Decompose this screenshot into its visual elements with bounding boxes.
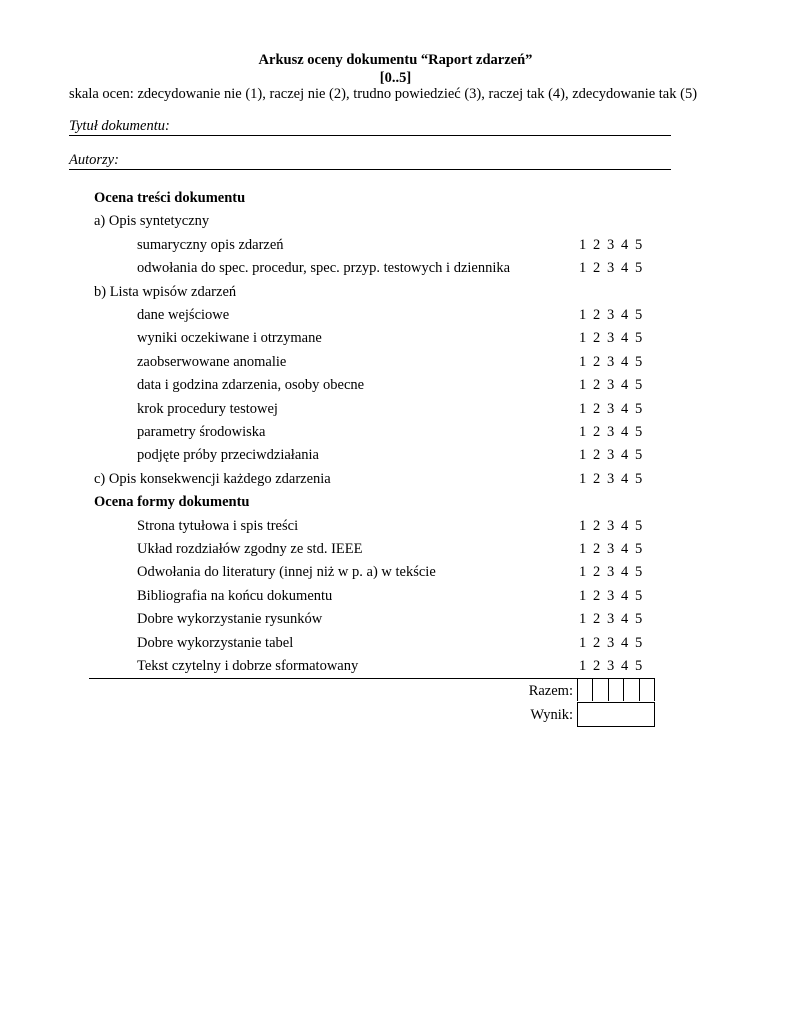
rating-option[interactable]: 4	[621, 400, 629, 417]
rating-option[interactable]: 5	[635, 564, 643, 581]
criterion-label: parametry środowiska	[137, 424, 266, 440]
criterion-label: b) Lista wpisów zdarzeń	[94, 283, 237, 300]
rating-scale	[579, 655, 649, 677]
bottom-rule	[89, 678, 654, 679]
rating-option[interactable]: 2	[593, 236, 601, 253]
criterion-label: Bibliografia na końcu dokumentu	[137, 587, 333, 604]
rating-option[interactable]: 1	[579, 658, 587, 674]
section-heading	[0, 187, 791, 209]
group-row	[0, 281, 791, 303]
rating-option[interactable]: 4	[621, 634, 629, 651]
rating-option[interactable]: 5	[635, 330, 643, 347]
criterion-label: wyniki oczekiwane i otrzymane	[137, 330, 322, 347]
rating-option[interactable]: 1	[579, 564, 587, 581]
criterion-row	[0, 234, 791, 256]
criterion-label: a) Opis syntetyczny	[94, 213, 210, 230]
rating-scale	[579, 374, 649, 396]
rating-option[interactable]: 2	[593, 470, 601, 487]
rating-option[interactable]: 3	[607, 400, 615, 417]
rating-option[interactable]: 1	[579, 470, 587, 487]
rating-option[interactable]: 1	[579, 447, 587, 464]
criterion-label: odwołania do spec. procedur, spec. przyp. testowych i dziennika	[137, 260, 511, 277]
criterion-row	[0, 561, 791, 583]
authors-label: Autorzy:	[69, 152, 119, 168]
rating-option[interactable]: 5	[635, 587, 643, 604]
rating-option[interactable]: 2	[593, 611, 601, 628]
rating-option[interactable]: 5	[635, 424, 643, 440]
total-box[interactable]	[577, 678, 655, 701]
rating-option[interactable]: 3	[607, 611, 615, 628]
rating-scale	[579, 234, 649, 256]
document-title-field[interactable]	[69, 118, 671, 136]
rating-option[interactable]: 5	[635, 400, 643, 417]
rating-scale	[579, 257, 649, 279]
total-cell[interactable]	[593, 678, 608, 701]
criterion-label: sumaryczny opis zdarzeń	[137, 236, 284, 253]
rating-scale	[579, 585, 649, 607]
rating-option[interactable]: 1	[579, 541, 587, 557]
rating-option[interactable]: 1	[579, 377, 587, 394]
rating-option[interactable]: 2	[593, 330, 601, 347]
rating-option[interactable]: 3	[607, 330, 615, 347]
rating-option[interactable]: 3	[607, 260, 615, 277]
rating-option[interactable]: 3	[607, 424, 615, 440]
authors-field[interactable]	[69, 152, 671, 170]
rating-option[interactable]: 3	[607, 470, 615, 487]
criterion-row	[0, 608, 791, 630]
criterion-label: data i godzina zdarzenia, osoby obecne	[137, 377, 365, 394]
rating-option[interactable]: 2	[593, 447, 601, 464]
rating-option[interactable]: 5	[635, 307, 643, 323]
rating-option[interactable]: 2	[593, 517, 601, 534]
criterion-label: c) Opis konsekwencji każdego zdarzenia	[94, 470, 331, 487]
rating-option[interactable]: 4	[621, 517, 629, 534]
rating-option[interactable]: 4	[621, 658, 629, 674]
rating-option[interactable]: 2	[593, 658, 601, 674]
rating-option[interactable]: 4	[621, 307, 629, 323]
rating-option[interactable]: 1	[579, 424, 587, 440]
rating-option[interactable]: 5	[635, 353, 643, 370]
rating-scale	[579, 421, 649, 443]
rating-option[interactable]: 4	[621, 564, 629, 581]
rating-option[interactable]: 2	[593, 307, 601, 323]
total-cell[interactable]	[609, 678, 624, 701]
rating-option[interactable]: 1	[579, 517, 587, 534]
group-row	[0, 468, 791, 490]
total-cell[interactable]	[640, 678, 654, 701]
document-title-label: Tytuł dokumentu:	[69, 118, 170, 134]
rating-option[interactable]: 4	[621, 447, 629, 464]
criterion-row	[0, 351, 791, 373]
rating-option[interactable]: 5	[635, 611, 643, 628]
criterion-row	[0, 444, 791, 466]
rating-option[interactable]: 4	[621, 611, 629, 628]
page-title: Arkusz oceny dokumentu “Raport zdarzeń”	[258, 52, 533, 68]
section-heading	[0, 491, 791, 513]
rating-option[interactable]: 1	[579, 611, 587, 628]
rating-option[interactable]: 3	[607, 587, 615, 604]
rating-option[interactable]: 4	[621, 424, 629, 440]
rating-option[interactable]: 1	[579, 587, 587, 604]
rating-option[interactable]: 2	[593, 260, 601, 277]
rating-option[interactable]: 4	[621, 587, 629, 604]
criterion-label: zaobserwowane anomalie	[137, 353, 287, 370]
criterion-row	[0, 257, 791, 279]
rating-scale	[579, 561, 649, 583]
rating-option[interactable]: 3	[607, 236, 615, 253]
criterion-label: dane wejściowe	[137, 307, 230, 323]
rating-option[interactable]: 2	[593, 400, 601, 417]
criterion-row	[0, 538, 791, 560]
rating-option[interactable]: 2	[593, 587, 601, 604]
rating-option[interactable]: 4	[621, 470, 629, 487]
scale-range: [0..5]	[379, 70, 412, 86]
rating-option[interactable]: 1	[579, 236, 587, 253]
rating-option[interactable]: 5	[635, 634, 643, 651]
criterion-label: krok procedury testowej	[137, 400, 278, 417]
rating-option[interactable]: 3	[607, 658, 615, 674]
rating-option[interactable]: 2	[593, 353, 601, 370]
rating-option[interactable]: 3	[607, 377, 615, 394]
rating-scale	[579, 468, 649, 490]
rating-option[interactable]: 1	[579, 400, 587, 417]
rating-scale	[579, 351, 649, 373]
rating-option[interactable]: 2	[593, 564, 601, 581]
rating-scale	[579, 304, 649, 326]
rating-scale	[579, 538, 649, 560]
criterion-label: Dobre wykorzystanie tabel	[137, 634, 294, 651]
rating-option[interactable]: 3	[607, 634, 615, 651]
total-cell[interactable]	[624, 678, 639, 701]
criterion-label: Układ rozdziałów zgodny ze std. IEEE	[137, 541, 363, 557]
rating-option[interactable]: 5	[635, 517, 643, 534]
criterion-row	[0, 304, 791, 326]
result-label: Wynik:	[530, 707, 573, 723]
rating-option[interactable]: 4	[621, 377, 629, 394]
rating-option[interactable]: 5	[635, 236, 643, 253]
rating-option[interactable]: 5	[635, 447, 643, 464]
rating-option[interactable]: 3	[607, 307, 615, 323]
criterion-row	[0, 515, 791, 537]
scale-description: skala ocen: zdecydowanie nie (1), raczej nie (2), trudno powiedzieć (3), raczej tak (4), zdecydowanie tak (5)	[69, 86, 698, 102]
rating-option[interactable]: 3	[607, 447, 615, 464]
criterion-row	[0, 327, 791, 349]
rating-scale	[579, 608, 649, 630]
criterion-row	[0, 421, 791, 443]
section-title: Ocena treści dokumentu	[94, 190, 246, 206]
criterion-label: Odwołania do literatury (innej niż w p. a) w tekście	[137, 564, 436, 581]
rating-option[interactable]: 3	[607, 564, 615, 581]
criterion-row	[0, 632, 791, 654]
rating-option[interactable]: 5	[635, 658, 643, 674]
rating-option[interactable]: 2	[593, 541, 601, 557]
rating-scale	[579, 515, 649, 537]
criterion-label: Tekst czytelny i dobrze sformatowany	[137, 658, 359, 674]
criterion-row	[0, 585, 791, 607]
rating-option[interactable]: 5	[635, 260, 643, 277]
rating-scale	[579, 327, 649, 349]
rating-option[interactable]: 5	[635, 470, 643, 487]
criterion-row	[0, 398, 791, 420]
rating-scale	[579, 632, 649, 654]
rating-option[interactable]: 5	[635, 377, 643, 394]
rating-option[interactable]: 1	[579, 330, 587, 347]
rating-option[interactable]: 2	[593, 377, 601, 394]
result-box[interactable]	[577, 702, 655, 727]
rating-option[interactable]: 4	[621, 353, 629, 370]
rating-scale	[579, 444, 649, 466]
criterion-label: Strona tytułowa i spis treści	[137, 517, 299, 534]
rating-option[interactable]: 1	[579, 307, 587, 323]
group-row	[0, 210, 791, 232]
rating-option[interactable]: 4	[621, 236, 629, 253]
total-label: Razem:	[528, 683, 573, 699]
rating-option[interactable]: 4	[621, 260, 629, 277]
total-cell[interactable]	[578, 678, 593, 701]
rating-option[interactable]: 1	[579, 353, 587, 370]
criterion-label: podjęte próby przeciwdziałania	[137, 447, 319, 464]
criterion-row	[0, 655, 791, 677]
rating-option[interactable]: 3	[607, 353, 615, 370]
rating-option[interactable]: 5	[635, 541, 643, 557]
section-title: Ocena formy dokumentu	[94, 494, 250, 511]
rating-option[interactable]: 4	[621, 330, 629, 347]
rating-option[interactable]: 3	[607, 541, 615, 557]
rating-option[interactable]: 2	[593, 634, 601, 651]
rating-option[interactable]: 3	[607, 517, 615, 534]
rating-option[interactable]: 1	[579, 260, 587, 277]
rating-option[interactable]: 2	[593, 424, 601, 440]
rating-option[interactable]: 1	[579, 634, 587, 651]
rating-scale	[579, 398, 649, 420]
criterion-label: Dobre wykorzystanie rysunków	[137, 611, 323, 628]
rating-option[interactable]: 4	[621, 541, 629, 557]
criterion-row	[0, 374, 791, 396]
